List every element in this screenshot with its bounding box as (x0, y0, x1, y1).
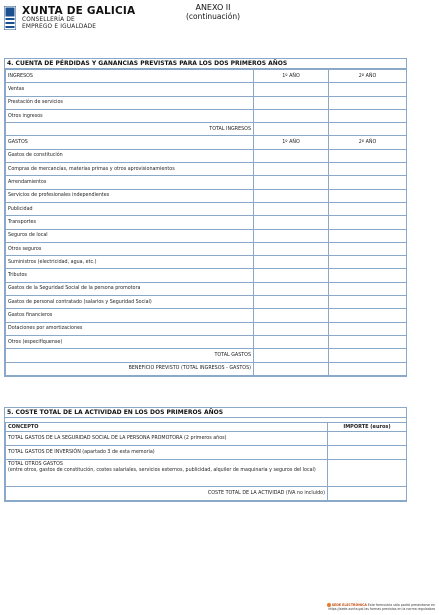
xunta-logo-icon (4, 6, 16, 30)
total-gastos-label: TOTAL GASTOS (6, 349, 254, 362)
table-row (6, 176, 407, 189)
row-label: Otros seguros (6, 242, 254, 255)
importe-header: IMPORTE (euros) (328, 423, 407, 432)
year1-header: 1º AÑO (254, 70, 329, 83)
importe-cell[interactable] (328, 432, 407, 446)
year2-cell[interactable] (329, 123, 407, 136)
year1-cell[interactable] (254, 242, 329, 255)
org-title: XUNTA DE GALICIA (22, 5, 136, 17)
year2-cell[interactable] (329, 269, 407, 282)
year2-cell[interactable] (329, 362, 407, 375)
year1-cell[interactable] (254, 269, 329, 282)
gastos-label: GASTOS (6, 136, 254, 149)
table-row (6, 322, 407, 335)
year1-cell[interactable] (254, 309, 329, 322)
year2-cell[interactable] (329, 229, 407, 242)
table-row (6, 432, 407, 446)
year1-cell[interactable] (254, 282, 329, 295)
row-label: Prestación de servicios (6, 96, 254, 109)
table-row (6, 109, 407, 122)
table-row (6, 216, 407, 229)
year2-cell[interactable] (329, 282, 407, 295)
row-label: Compras de mercancías, materias primas y otros aprovisionamientos (6, 163, 254, 176)
year1-cell[interactable] (254, 202, 329, 215)
row-label: Gastos financieros (6, 309, 254, 322)
footer-notice (327, 603, 435, 611)
table-row (6, 460, 407, 487)
year2-cell[interactable] (329, 149, 407, 162)
year2-header: 2º AÑO (329, 70, 407, 83)
row-label: Transportes (6, 216, 254, 229)
org-sub1: CONSELLERÍA DE (22, 17, 75, 23)
beneficio-label: BENEFICIO PREVISTO (TOTAL INGRESOS - GASTOS) (6, 362, 254, 375)
row-label: TOTAL GASTOS DE LA SEGURIDAD SOCIAL DE LA PERSONA PROMOTORA (2 primeros años) (6, 432, 328, 446)
year2-cell[interactable] (329, 309, 407, 322)
total-gastos-row (6, 349, 407, 362)
cost-table (5, 422, 407, 501)
ingresos-label: INGRESOS (6, 70, 254, 83)
year2-cell[interactable] (329, 109, 407, 122)
year1-header: 1º AÑO (254, 136, 329, 149)
row-label: Ventas (6, 83, 254, 96)
importe-cell[interactable] (328, 487, 407, 501)
section-4 (4, 58, 407, 377)
row-label: Seguros de local (6, 229, 254, 242)
table-row (6, 202, 407, 215)
gastos-header-row (6, 136, 407, 149)
table-row (6, 256, 407, 269)
year2-cell[interactable] (329, 256, 407, 269)
cost-header-row (6, 423, 407, 432)
row-label: Otros (especifíquense) (6, 335, 254, 348)
annex-title: ANEXO II (195, 3, 231, 12)
table-row (6, 149, 407, 162)
year2-cell[interactable] (329, 189, 407, 202)
year1-cell[interactable] (254, 349, 329, 362)
row-label: Publicidad (6, 202, 254, 215)
table-row (6, 446, 407, 460)
year2-cell[interactable] (329, 242, 407, 255)
otros-gastos-detail: (entre otros, gastos de constitución, costes salariales, servicios externos, publicidad, alquiler de maquinaria y seguros del local) (8, 468, 316, 473)
row-label: Arrendamientos (6, 176, 254, 189)
otros-gastos-title: TOTAL OTROS GASTOS (8, 462, 63, 467)
org-brand (22, 5, 135, 31)
pl-table (5, 69, 407, 376)
org-sub2: EMPREGO E IGUALDADE (22, 24, 97, 30)
year1-cell[interactable] (254, 163, 329, 176)
row-label: Gastos de la Seguridad Social de la persona promotora (6, 282, 254, 295)
row-label: Tributos (6, 269, 254, 282)
table-row (6, 189, 407, 202)
year1-cell[interactable] (254, 216, 329, 229)
year1-cell[interactable] (254, 256, 329, 269)
table-row (6, 163, 407, 176)
year2-cell[interactable] (329, 216, 407, 229)
row-label: TOTAL GASTOS DE INVERSIÓN (apartado 3 de esta memoria) (6, 446, 328, 460)
annex-subtitle: (continuación) (186, 12, 240, 21)
beneficio-row (6, 362, 407, 375)
page-header (0, 0, 439, 50)
table-row (6, 242, 407, 255)
table-row (6, 96, 407, 109)
year1-cell[interactable] (254, 362, 329, 375)
section-5-title: 5. COSTE TOTAL DE LA ACTIVIDAD EN LOS DOS PRIMEROS AÑOS (5, 408, 406, 418)
section-4-title: 4. CUENTA DE PÉRDIDAS Y GANANCIAS PREVISTAS PARA LOS DOS PRIMEROS AÑOS (5, 59, 406, 69)
row-label: Suministros (electricidad, agua, etc.) (6, 256, 254, 269)
table-row (6, 229, 407, 242)
table-row (6, 309, 407, 322)
year1-cell[interactable] (254, 176, 329, 189)
table-row (6, 83, 407, 96)
row-label (6, 460, 328, 487)
row-label: Servicios de profesionales independientes (6, 189, 254, 202)
row-label: Gastos de personal contratado (salarios y Seguridad Social) (6, 296, 254, 309)
year1-cell[interactable] (254, 123, 329, 136)
year1-cell[interactable] (254, 322, 329, 335)
importe-cell[interactable] (328, 446, 407, 460)
table-row (6, 282, 407, 295)
row-label: Gastos de constitución (6, 149, 254, 162)
year2-header: 2º AÑO (329, 136, 407, 149)
year1-cell[interactable] (254, 189, 329, 202)
importe-cell[interactable] (328, 460, 407, 487)
year1-cell[interactable] (254, 83, 329, 96)
year2-cell[interactable] (329, 322, 407, 335)
row-label: Dotaciones por amortizaciones (6, 322, 254, 335)
year2-cell[interactable] (329, 83, 407, 96)
footer-line2: https://sede.xunta.gal las formas previstas en la norma reguladora (328, 607, 435, 611)
annex-heading (186, 3, 240, 21)
table-row (6, 487, 407, 501)
year1-cell[interactable] (254, 296, 329, 309)
year1-cell[interactable] (254, 96, 329, 109)
total-ingresos-row (6, 123, 407, 136)
row-label: Otros ingresos (6, 109, 254, 122)
table-row (6, 269, 407, 282)
year2-cell[interactable] (329, 296, 407, 309)
year2-cell[interactable] (329, 96, 407, 109)
year2-cell[interactable] (329, 349, 407, 362)
year2-cell[interactable] (329, 335, 407, 348)
footer-line1: Este formulario sólo podrá presentarse en (367, 603, 435, 607)
year1-cell[interactable] (254, 229, 329, 242)
year1-cell[interactable] (254, 149, 329, 162)
table-row (6, 296, 407, 309)
total-ingresos-label: TOTAL INGRESOS (6, 123, 254, 136)
ingresos-header-row (6, 70, 407, 83)
sede-tag: SEDE ELECTRÓNICA (331, 603, 367, 607)
year1-cell[interactable] (254, 335, 329, 348)
year2-cell[interactable] (329, 202, 407, 215)
year2-cell[interactable] (329, 163, 407, 176)
concepto-header: CONCEPTO (6, 423, 328, 432)
year1-cell[interactable] (254, 109, 329, 122)
year2-cell[interactable] (329, 176, 407, 189)
coste-total-label: COSTE TOTAL DE LA ACTIVIDAD (IVA no incluido) (6, 487, 328, 501)
table-row (6, 335, 407, 348)
section-5 (4, 407, 407, 502)
